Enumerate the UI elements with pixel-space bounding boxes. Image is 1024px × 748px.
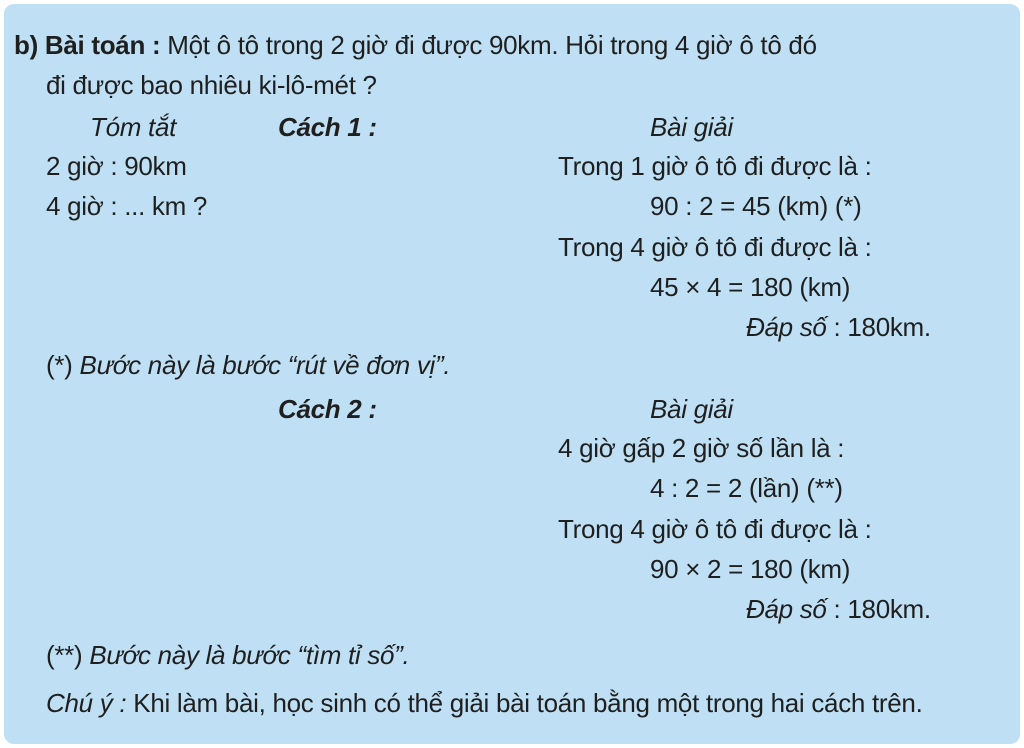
- note-1: [46, 350, 450, 380]
- note-3: [46, 688, 923, 718]
- method-1-step-1-calc: 90 : 2 = 45 (km) (*): [650, 191, 862, 221]
- method-2-step-2-text: Trong 4 giờ ô tô đi được là :: [558, 514, 872, 544]
- method-2-solution-heading: Bài giải: [650, 394, 733, 424]
- note-1-prefix: (*): [46, 350, 73, 380]
- note-3-label: Chú ý :: [46, 688, 127, 718]
- problem-text-1: Một ô tô trong 2 giờ đi được 90km. Hỏi trong 4 giờ ô tô đó: [167, 30, 817, 60]
- summary-heading: Tóm tắt: [90, 112, 177, 142]
- method-1-step-1-text: Trong 1 giờ ô tô đi được là :: [558, 151, 872, 181]
- method-2-answer-value: : 180km.: [833, 594, 931, 624]
- method-2-step-1-calc: 4 : 2 = 2 (lần) (**): [650, 473, 843, 503]
- method-1-answer-label: Đáp số: [746, 312, 827, 342]
- note-2: [46, 640, 409, 670]
- summary-line-1: 2 giờ : 90km: [46, 151, 187, 181]
- problem-line-1: [14, 30, 817, 60]
- method-1-answer-value: : 180km.: [833, 312, 931, 342]
- method-1-label: Cách 1 :: [278, 112, 377, 142]
- method-2-answer: [746, 594, 931, 624]
- method-1-answer: [746, 312, 931, 342]
- method-1-step-2-text: Trong 4 giờ ô tô đi được là :: [558, 232, 872, 262]
- summary-line-2: 4 giờ : ... km ?: [46, 191, 208, 221]
- method-2-label: Cách 2 :: [278, 394, 377, 424]
- note-2-text: Bước này là bước “tìm tỉ số”.: [89, 640, 410, 670]
- note-1-text: Bước này là bước “rút về đơn vị”.: [79, 350, 451, 380]
- method-1-step-2-calc: 45 × 4 = 180 (km): [650, 272, 851, 302]
- problem-label: b) Bài toán :: [14, 30, 161, 60]
- textbook-panel: [4, 4, 1020, 744]
- problem-text-2: đi được bao nhiêu ki-lô-mét ?: [46, 70, 377, 100]
- note-3-text: Khi làm bài, học sinh có thể giải bài toán bằng một trong hai cách trên.: [133, 688, 923, 718]
- method-2-answer-label: Đáp số: [746, 594, 827, 624]
- note-2-prefix: (**): [46, 640, 83, 670]
- method-1-solution-heading: Bài giải: [650, 112, 733, 142]
- method-2-step-1-text: 4 giờ gấp 2 giờ số lần là :: [558, 433, 845, 463]
- method-2-step-2-calc: 90 × 2 = 180 (km): [650, 554, 851, 584]
